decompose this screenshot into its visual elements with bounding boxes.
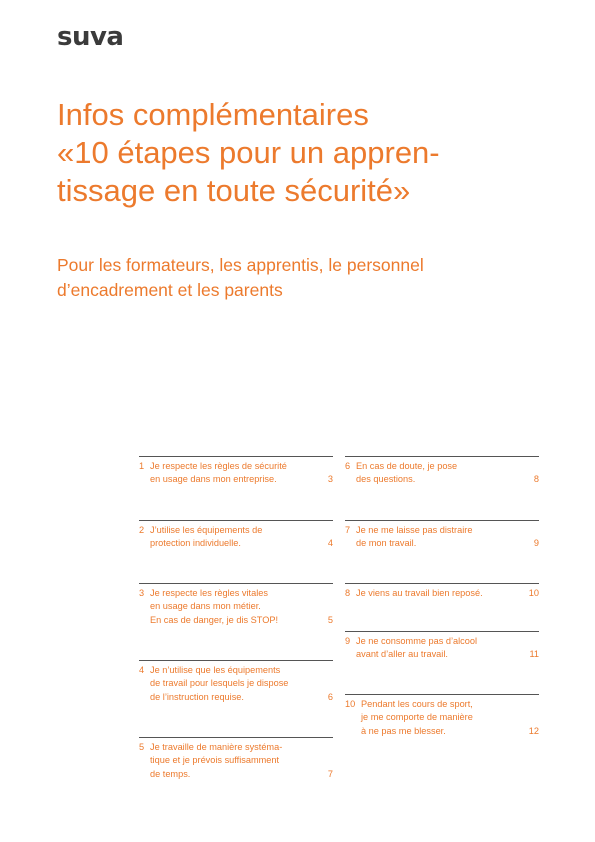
toc-item-number: 6: [345, 461, 351, 471]
toc-item-text: de temps.: [150, 768, 191, 779]
toc-item[interactable]: [139, 456, 333, 487]
toc-item-page: 12: [528, 725, 539, 736]
toc-item-text: de l’instruction requise.: [150, 691, 244, 702]
toc-item-text: de mon travail.: [356, 538, 417, 549]
toc-item-text: tique et je prévois suffisamment: [150, 755, 280, 766]
toc-item-text: Pendant les cours de sport,: [361, 699, 473, 709]
toc-item-text: je me comporte de manière: [361, 712, 473, 723]
toc-item-text: J’utilise les équipements de: [150, 525, 263, 535]
toc-item-page: 8: [533, 474, 539, 485]
toc-item-number: 9: [345, 636, 351, 646]
toc-item[interactable]: [345, 694, 539, 738]
title-line: Infos complémentaires: [57, 97, 369, 132]
document-title: [57, 96, 577, 210]
title-line: tissage en toute sécurité»: [57, 173, 411, 208]
toc-item-text: en usage dans mon entreprise.: [150, 474, 277, 485]
toc-item-text: de travail pour lesquels je dispose: [150, 678, 289, 689]
toc-item-text: Je n’utilise que les équipements: [150, 665, 281, 675]
toc-item-text: Je respecte les règles de sécurité: [150, 461, 287, 471]
toc-item-page: 3: [327, 474, 333, 485]
toc-item-text: protection individuelle.: [150, 538, 241, 549]
title-line: «10 étapes pour un appren-: [57, 135, 440, 170]
subtitle-line: d’encadrement et les parents: [57, 280, 283, 300]
toc-item-page: 5: [327, 614, 333, 625]
document-subtitle: [57, 253, 577, 303]
toc-item-page: 4: [327, 538, 333, 549]
toc-item-text: à ne pas me blesser.: [361, 725, 446, 736]
toc-item-text: En cas de danger, je dis STOP!: [150, 614, 279, 625]
toc-item-text: des questions.: [356, 474, 416, 485]
toc-item-number: 4: [139, 665, 145, 675]
suva-logo: suva: [57, 22, 124, 52]
toc-item[interactable]: [345, 583, 539, 600]
toc-item-text: En cas de doute, je pose: [356, 461, 458, 471]
subtitle-line: Pour les formateurs, les apprentis, le personnel: [57, 255, 424, 275]
toc-item-number: 3: [139, 588, 145, 598]
toc-item-number: 2: [139, 525, 145, 535]
toc-item-text: Je travaille de manière systéma-: [150, 742, 283, 752]
toc-item-text: en usage dans mon métier.: [150, 601, 261, 612]
toc-item-page: 10: [528, 588, 539, 598]
toc-item[interactable]: [345, 456, 539, 487]
toc-item[interactable]: [139, 583, 333, 627]
toc-item-text: Je ne consomme pas d’alcool: [356, 636, 478, 646]
toc-item[interactable]: [139, 737, 333, 781]
toc-item-number: 1: [139, 461, 145, 471]
toc-item[interactable]: [139, 660, 333, 704]
toc-item-text: Je respecte les règles vitales: [150, 588, 268, 598]
toc-item-number: 10: [345, 699, 356, 709]
toc-item-number: 5: [139, 742, 145, 752]
toc-item[interactable]: [139, 520, 333, 551]
toc-item-page: 11: [529, 649, 539, 660]
toc-item-text: avant d’aller au travail.: [356, 649, 448, 660]
toc-item-page: 7: [327, 768, 333, 779]
toc-item-text: Je ne me laisse pas distraire: [356, 525, 473, 535]
toc-item-page: 6: [327, 691, 333, 702]
toc-item-page: 9: [533, 538, 539, 549]
toc-item-number: 7: [345, 525, 351, 535]
toc-item[interactable]: [345, 520, 539, 551]
toc-item[interactable]: [345, 631, 539, 662]
toc-item-text: Je viens au travail bien reposé.: [356, 588, 483, 598]
toc-item-number: 8: [345, 588, 351, 598]
